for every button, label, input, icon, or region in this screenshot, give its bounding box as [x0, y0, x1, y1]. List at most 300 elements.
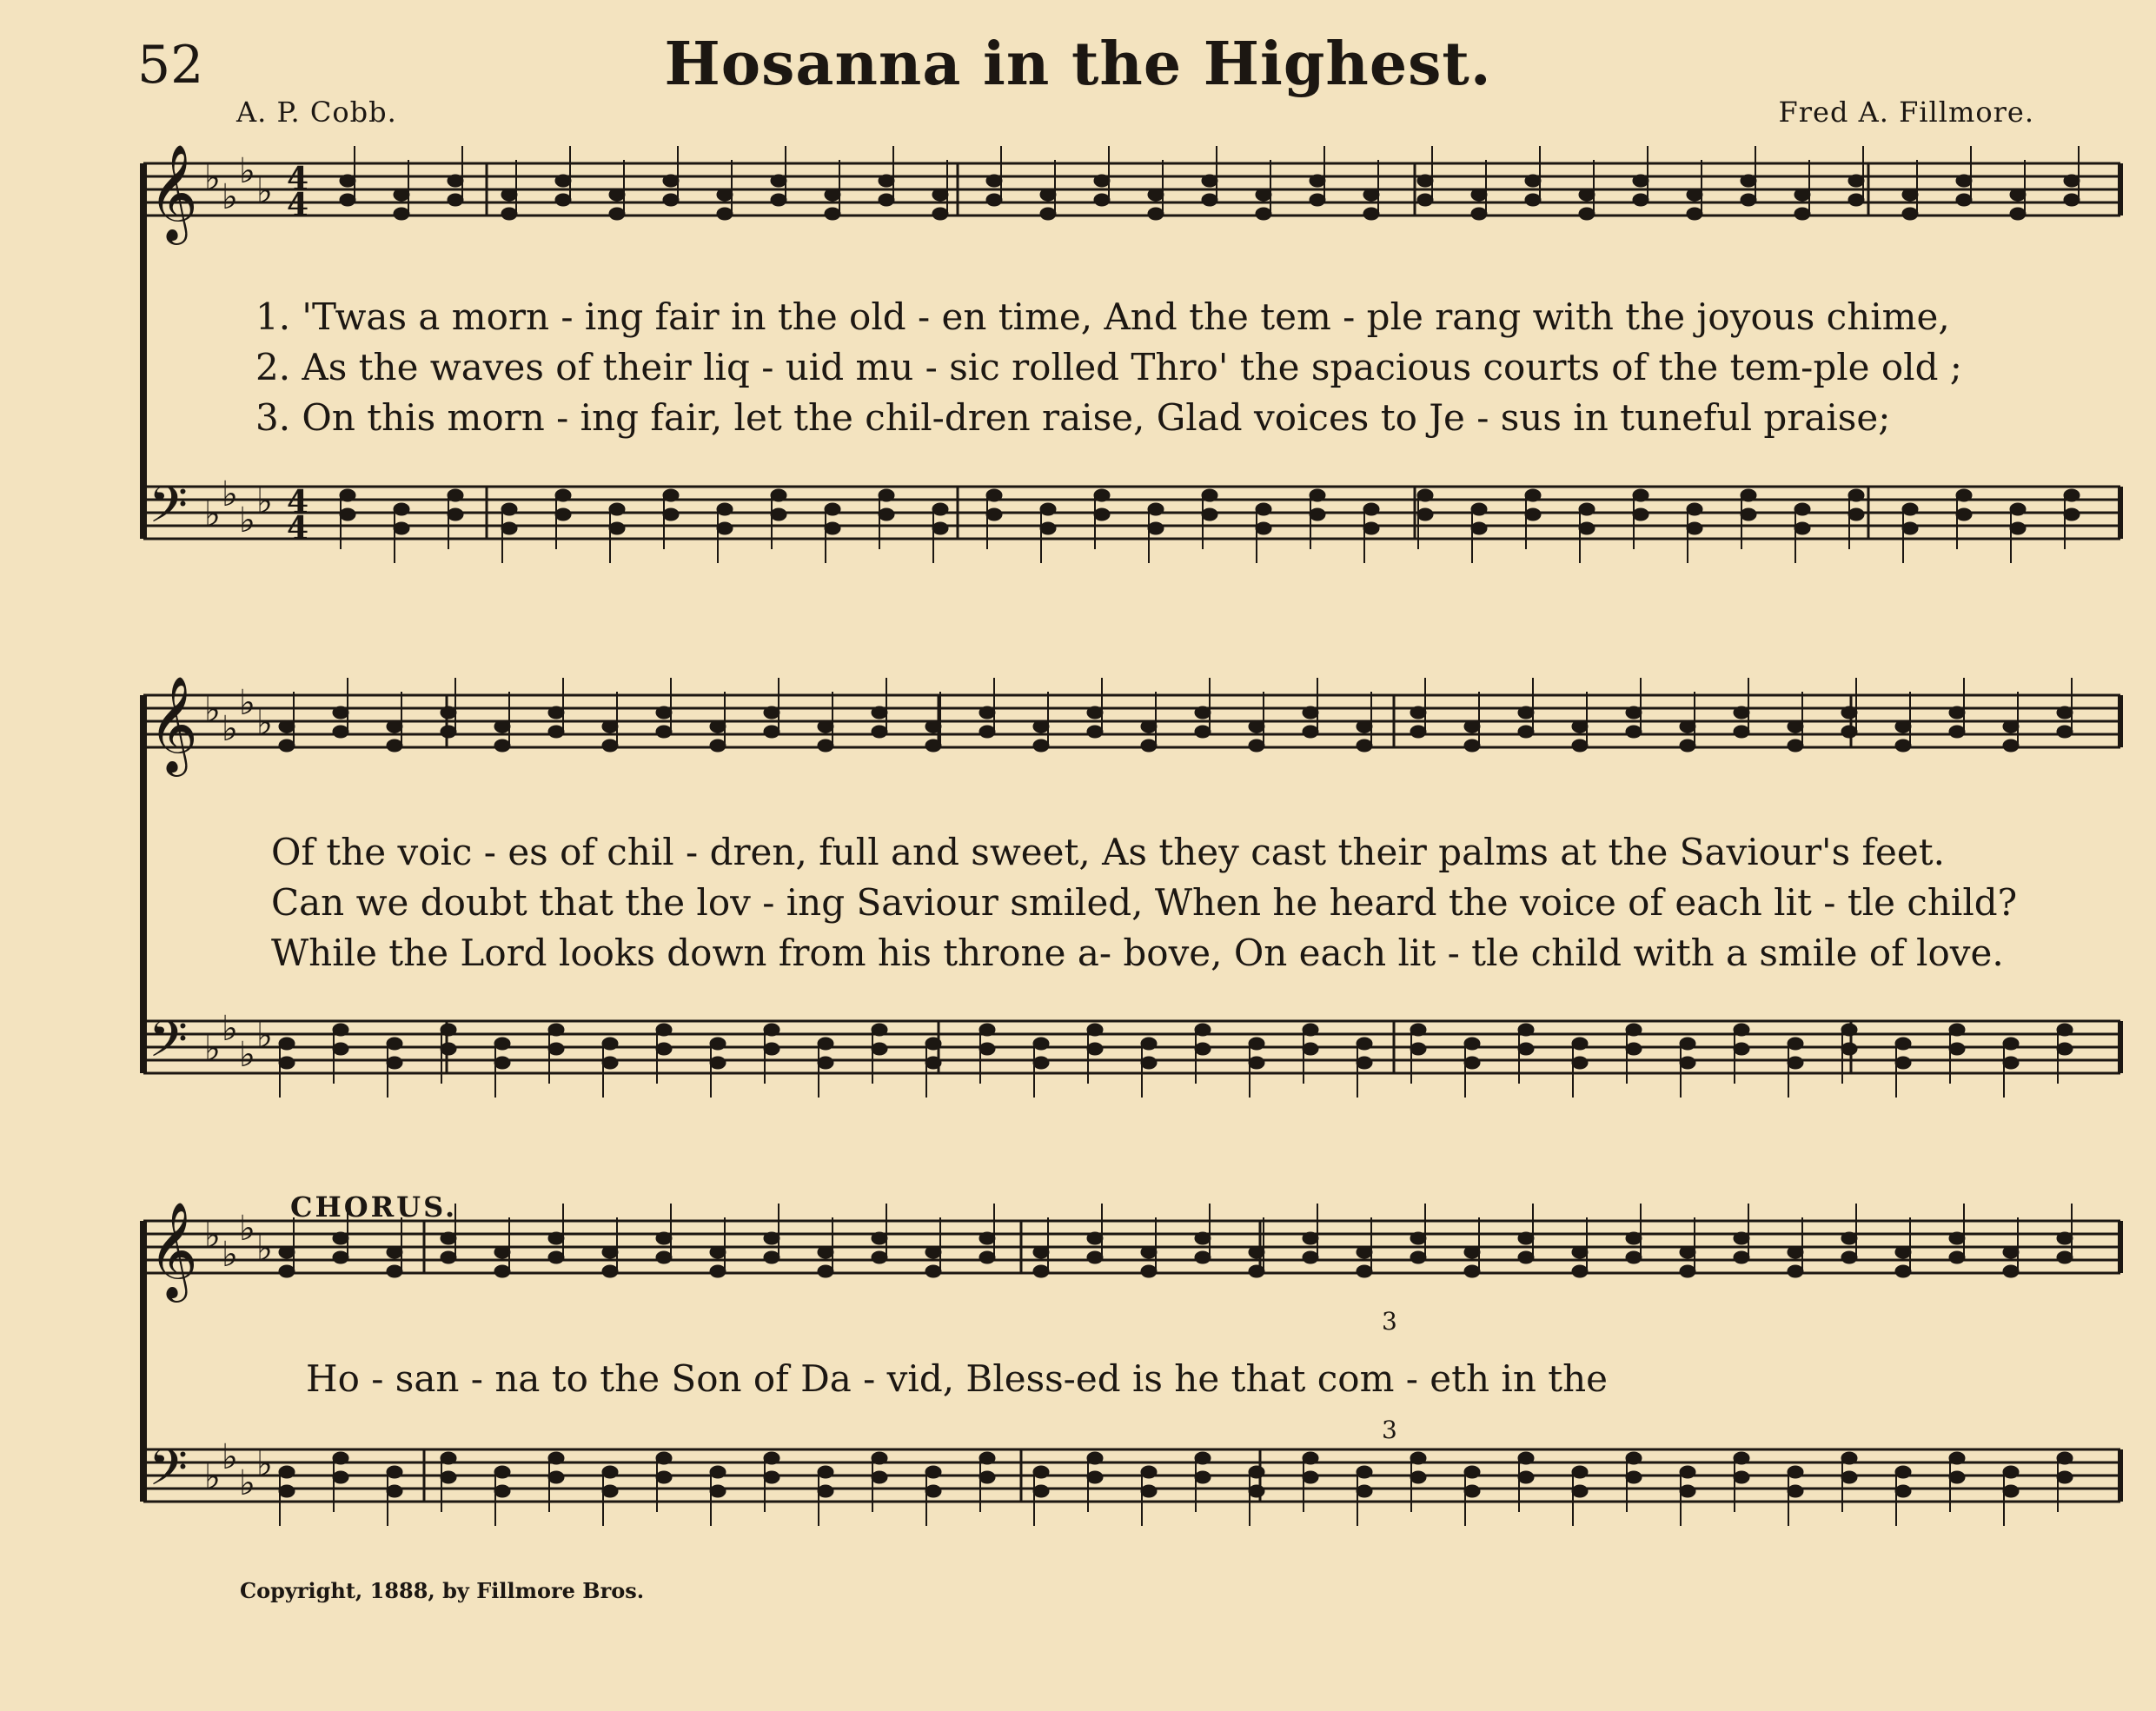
note-head: [710, 1038, 726, 1050]
note-head: [602, 1265, 618, 1277]
note-head: [1841, 1043, 1857, 1055]
note-head: [1841, 1024, 1857, 1036]
note-head: [764, 1232, 779, 1244]
note-head: [986, 194, 1002, 206]
note-head: [441, 706, 456, 719]
note-head: [1687, 522, 1702, 534]
note-head: [1741, 489, 1756, 501]
note-head: [663, 175, 679, 187]
note-head: [494, 1265, 510, 1277]
flat-icon: ♭: [204, 158, 221, 198]
note-head: [1141, 720, 1157, 733]
note-head: [494, 1057, 510, 1069]
bass-clef-icon: 𝄢: [149, 475, 189, 547]
note-head: [441, 1452, 456, 1464]
note-head: [872, 1043, 887, 1055]
note-head: [1141, 1246, 1157, 1258]
note-head: [979, 1452, 995, 1464]
note-head: [1417, 508, 1433, 521]
note-head: [1202, 489, 1217, 501]
note-head: [1895, 1466, 1911, 1478]
note-head: [872, 1232, 887, 1244]
note-head: [1518, 1471, 1534, 1483]
note-head: [1518, 1251, 1534, 1263]
note-head: [1464, 1246, 1480, 1258]
note-head: [1363, 522, 1379, 534]
note-head: [717, 522, 733, 534]
note-head: [986, 508, 1002, 521]
note-head: [925, 1485, 941, 1497]
note-head: [1626, 1251, 1642, 1263]
flat-icon: ♭: [239, 683, 255, 723]
note-head: [663, 489, 679, 501]
note-head: [441, 726, 456, 738]
note-head: [1902, 522, 1918, 534]
note-head: [1202, 175, 1217, 187]
note-head: [1464, 1265, 1480, 1277]
note-head: [279, 1057, 295, 1069]
note-head: [1680, 1265, 1695, 1277]
note-head: [279, 739, 295, 752]
note-head: [1033, 1485, 1049, 1497]
note-head: [1734, 1043, 1749, 1055]
note-head: [2003, 720, 2019, 733]
note-head: [1303, 1043, 1318, 1055]
hymn-title: Hosanna in the Highest.: [664, 30, 1492, 99]
note-head: [1949, 706, 1965, 719]
note-head: [1572, 1466, 1588, 1478]
chorus-label: CHORUS.: [290, 1190, 458, 1224]
note-head: [555, 194, 571, 206]
note-head: [1256, 522, 1271, 534]
note-head: [1033, 1466, 1049, 1478]
note-head: [1572, 1038, 1588, 1050]
note-head: [1141, 1466, 1157, 1478]
flat-icon: ♭: [256, 1444, 273, 1484]
note-head: [717, 189, 733, 201]
note-head: [986, 489, 1002, 501]
note-head: [1841, 1251, 1857, 1263]
flat-icon: ♭: [222, 1437, 238, 1477]
note-head: [555, 489, 571, 501]
flat-icon: ♭: [204, 1216, 221, 1256]
note-head: [1256, 503, 1271, 515]
note-head: [1626, 1043, 1642, 1055]
note-head: [1734, 1251, 1749, 1263]
note-head: [1788, 1265, 1803, 1277]
note-head: [279, 1265, 295, 1277]
note-head: [1033, 1246, 1049, 1258]
note-head: [2003, 1265, 2019, 1277]
note-head: [494, 1038, 510, 1050]
verse-line-6: While the Lord looks down from his throne a- bove, On each lit - tle child with a smile of love.: [271, 932, 2004, 974]
note-head: [1895, 1038, 1911, 1050]
note-head: [979, 1232, 995, 1244]
note-head: [2057, 1232, 2073, 1244]
note-head: [1841, 726, 1857, 738]
note-head: [1788, 1466, 1803, 1478]
note-head: [872, 726, 887, 738]
note-head: [771, 489, 786, 501]
verse-line-4: Of the voic - es of chil - dren, full and sweet, As they cast their palms at the Saviour's feet.: [271, 831, 1945, 873]
note-head: [394, 503, 409, 515]
verse-line-2: 2. As the waves of their liq - uid mu - sic rolled Thro' the spacious courts of the tem-ple old ;: [255, 346, 1962, 388]
note-head: [2003, 1485, 2019, 1497]
flat-icon: ♭: [239, 1035, 255, 1075]
note-head: [710, 1466, 726, 1478]
note-head: [1525, 175, 1541, 187]
lyricist-credit: A. P. Cobb.: [236, 96, 397, 129]
flat-icon: ♭: [222, 1009, 238, 1049]
note-head: [1310, 508, 1325, 521]
note-head: [1410, 706, 1426, 719]
note-head: [1895, 1265, 1911, 1277]
note-head: [1848, 194, 1864, 206]
flat-icon: ♭: [256, 171, 273, 211]
flat-icon: ♭: [222, 709, 238, 749]
note-head: [1788, 739, 1803, 752]
note-head: [1626, 1452, 1642, 1464]
note-head: [1202, 194, 1217, 206]
flat-icon: ♭: [222, 1235, 238, 1275]
note-head: [1895, 1485, 1911, 1497]
note-head: [1363, 189, 1379, 201]
note-head: [1794, 208, 1810, 220]
note-head: [2057, 1251, 2073, 1263]
tuplet-mark: 3: [1382, 1416, 1397, 1444]
note-head: [501, 189, 517, 201]
note-head: [879, 194, 894, 206]
note-head: [548, 1043, 564, 1055]
note-head: [1363, 503, 1379, 515]
note-head: [1033, 1038, 1049, 1050]
note-head: [663, 194, 679, 206]
note-head: [548, 726, 564, 738]
note-head: [548, 1471, 564, 1483]
note-head: [548, 1024, 564, 1036]
note-head: [1579, 208, 1595, 220]
note-head: [1033, 1057, 1049, 1069]
note-head: [548, 1232, 564, 1244]
note-head: [1033, 739, 1049, 752]
note-head: [710, 1485, 726, 1497]
note-head: [979, 726, 995, 738]
note-head: [394, 189, 409, 201]
note-head: [1363, 208, 1379, 220]
time-signature: 4: [287, 484, 309, 521]
treble-clef-icon: 𝄞: [149, 675, 198, 773]
note-head: [1040, 522, 1056, 534]
note-head: [932, 503, 948, 515]
note-head: [1518, 1452, 1534, 1464]
note-head: [2057, 726, 2073, 738]
note-head: [1357, 1485, 1372, 1497]
note-head: [2057, 1471, 2073, 1483]
note-head: [1410, 1251, 1426, 1263]
time-signature: 4: [287, 510, 309, 547]
note-head: [555, 175, 571, 187]
note-head: [1518, 1232, 1534, 1244]
note-head: [1148, 522, 1164, 534]
note-head: [710, 1057, 726, 1069]
note-head: [818, 1246, 833, 1258]
note-head: [1094, 508, 1110, 521]
note-head: [1949, 1043, 1965, 1055]
note-head: [1040, 208, 1056, 220]
note-head: [1687, 208, 1702, 220]
note-head: [1626, 726, 1642, 738]
note-head: [925, 720, 941, 733]
flat-icon: ♭: [256, 1016, 273, 1056]
note-head: [1195, 1232, 1211, 1244]
flat-icon: ♭: [256, 1229, 273, 1269]
note-head: [387, 1057, 402, 1069]
note-head: [1249, 1265, 1264, 1277]
note-head: [2057, 1452, 2073, 1464]
note-head: [333, 1471, 348, 1483]
note-head: [1148, 208, 1164, 220]
note-head: [1741, 508, 1756, 521]
note-head: [1788, 1485, 1803, 1497]
note-head: [1249, 1466, 1264, 1478]
note-head: [764, 1024, 779, 1036]
note-head: [387, 1246, 402, 1258]
note-head: [872, 1452, 887, 1464]
note-head: [1902, 189, 1918, 201]
note-head: [710, 720, 726, 733]
note-head: [1303, 1024, 1318, 1036]
note-head: [1902, 503, 1918, 515]
note-head: [2003, 1057, 2019, 1069]
note-head: [1949, 1471, 1965, 1483]
note-head: [1848, 175, 1864, 187]
note-head: [979, 1024, 995, 1036]
note-head: [1417, 194, 1433, 206]
note-head: [1626, 1471, 1642, 1483]
note-head: [1040, 189, 1056, 201]
note-head: [387, 739, 402, 752]
note-head: [764, 1043, 779, 1055]
note-head: [1734, 726, 1749, 738]
note-head: [1626, 1024, 1642, 1036]
note-head: [1579, 522, 1595, 534]
note-head: [394, 522, 409, 534]
note-head: [1956, 194, 1972, 206]
note-head: [340, 194, 355, 206]
note-head: [1788, 1057, 1803, 1069]
note-head: [494, 739, 510, 752]
note-head: [1464, 1485, 1480, 1497]
note-head: [818, 720, 833, 733]
flat-icon: ♭: [239, 1209, 255, 1249]
note-head: [818, 1057, 833, 1069]
note-head: [1357, 739, 1372, 752]
note-head: [2010, 522, 2026, 534]
note-head: [925, 1057, 941, 1069]
note-head: [1788, 1038, 1803, 1050]
note-head: [818, 1466, 833, 1478]
note-head: [925, 1466, 941, 1478]
note-head: [1841, 1471, 1857, 1483]
note-head: [1680, 739, 1695, 752]
note-head: [1249, 1057, 1264, 1069]
note-head: [1249, 739, 1264, 752]
note-head: [825, 503, 840, 515]
note-head: [1788, 1246, 1803, 1258]
note-head: [872, 1251, 887, 1263]
note-head: [1841, 706, 1857, 719]
note-head: [1094, 489, 1110, 501]
note-head: [879, 489, 894, 501]
note-head: [1087, 726, 1103, 738]
note-head: [710, 739, 726, 752]
note-head: [1303, 726, 1318, 738]
note-head: [717, 208, 733, 220]
note-head: [333, 1251, 348, 1263]
note-head: [548, 1251, 564, 1263]
note-head: [394, 208, 409, 220]
note-head: [764, 706, 779, 719]
note-head: [448, 175, 463, 187]
note-head: [340, 175, 355, 187]
note-head: [1357, 1038, 1372, 1050]
note-head: [1033, 720, 1049, 733]
note-head: [494, 1485, 510, 1497]
note-head: [1357, 1265, 1372, 1277]
note-head: [1518, 1024, 1534, 1036]
note-head: [1680, 720, 1695, 733]
note-head: [1633, 175, 1649, 187]
note-head: [1579, 503, 1595, 515]
note-head: [448, 489, 463, 501]
flat-icon: ♭: [239, 501, 255, 540]
note-head: [1256, 208, 1271, 220]
composer-credit: Fred A. Fillmore.: [1778, 96, 2034, 129]
note-head: [1949, 1452, 1965, 1464]
note-head: [979, 1471, 995, 1483]
note-head: [656, 1452, 672, 1464]
note-head: [2010, 189, 2026, 201]
note-head: [1741, 175, 1756, 187]
flat-icon: ♭: [256, 481, 273, 521]
note-head: [1848, 508, 1864, 521]
note-head: [1525, 489, 1541, 501]
note-head: [1794, 189, 1810, 201]
note-head: [1464, 1057, 1480, 1069]
note-head: [1195, 1452, 1211, 1464]
note-head: [602, 1038, 618, 1050]
note-head: [656, 706, 672, 719]
note-head: [818, 1038, 833, 1050]
note-head: [932, 189, 948, 201]
note-head: [1094, 175, 1110, 187]
note-head: [1734, 1471, 1749, 1483]
note-head: [602, 739, 618, 752]
flat-icon: ♭: [204, 1029, 221, 1069]
note-head: [1956, 508, 1972, 521]
note-head: [1680, 1485, 1695, 1497]
note-head: [1471, 503, 1487, 515]
note-head: [1633, 508, 1649, 521]
note-head: [925, 1265, 941, 1277]
note-head: [764, 1471, 779, 1483]
note-head: [1464, 1466, 1480, 1478]
note-head: [1687, 503, 1702, 515]
note-head: [1256, 189, 1271, 201]
note-head: [609, 503, 625, 515]
note-head: [818, 739, 833, 752]
note-head: [1572, 1265, 1588, 1277]
note-head: [279, 1038, 295, 1050]
note-head: [1794, 522, 1810, 534]
note-head: [1464, 1038, 1480, 1050]
note-head: [1410, 726, 1426, 738]
treble-clef-icon: 𝄞: [149, 143, 198, 241]
note-head: [979, 1251, 995, 1263]
note-head: [602, 1485, 618, 1497]
note-head: [1794, 503, 1810, 515]
note-head: [1148, 503, 1164, 515]
note-head: [1087, 1232, 1103, 1244]
note-head: [1572, 1246, 1588, 1258]
note-head: [548, 706, 564, 719]
note-head: [1087, 1251, 1103, 1263]
note-head: [1626, 1232, 1642, 1244]
note-head: [1357, 1057, 1372, 1069]
note-head: [333, 1024, 348, 1036]
note-head: [1949, 1251, 1965, 1263]
copyright-notice: Copyright, 1888, by Fillmore Bros.: [240, 1578, 645, 1603]
verse-line-1: 1. 'Twas a morn - ing fair in the old - en time, And the tem - ple rang with the joyous chime,: [255, 295, 1950, 338]
note-head: [872, 706, 887, 719]
note-head: [333, 1452, 348, 1464]
note-head: [501, 503, 517, 515]
note-head: [494, 720, 510, 733]
note-head: [1195, 1471, 1211, 1483]
note-head: [1141, 1038, 1157, 1050]
note-head: [279, 1485, 295, 1497]
note-head: [2003, 1038, 2019, 1050]
note-head: [717, 503, 733, 515]
note-head: [1734, 1232, 1749, 1244]
note-head: [764, 1251, 779, 1263]
note-head: [1195, 706, 1211, 719]
note-head: [609, 522, 625, 534]
note-head: [818, 1485, 833, 1497]
note-head: [2003, 1246, 2019, 1258]
note-head: [1633, 489, 1649, 501]
flat-icon: ♭: [222, 177, 238, 217]
note-head: [818, 1265, 833, 1277]
note-head: [494, 1466, 510, 1478]
note-head: [387, 1466, 402, 1478]
note-head: [448, 508, 463, 521]
note-head: [825, 189, 840, 201]
note-head: [2057, 706, 2073, 719]
note-head: [602, 720, 618, 733]
note-head: [1949, 1232, 1965, 1244]
note-head: [387, 1038, 402, 1050]
note-head: [925, 1246, 941, 1258]
note-head: [1895, 720, 1911, 733]
note-head: [1310, 175, 1325, 187]
note-head: [1148, 189, 1164, 201]
note-head: [1087, 1043, 1103, 1055]
note-head: [602, 1466, 618, 1478]
note-head: [1734, 1452, 1749, 1464]
note-head: [1357, 720, 1372, 733]
note-head: [1087, 1471, 1103, 1483]
